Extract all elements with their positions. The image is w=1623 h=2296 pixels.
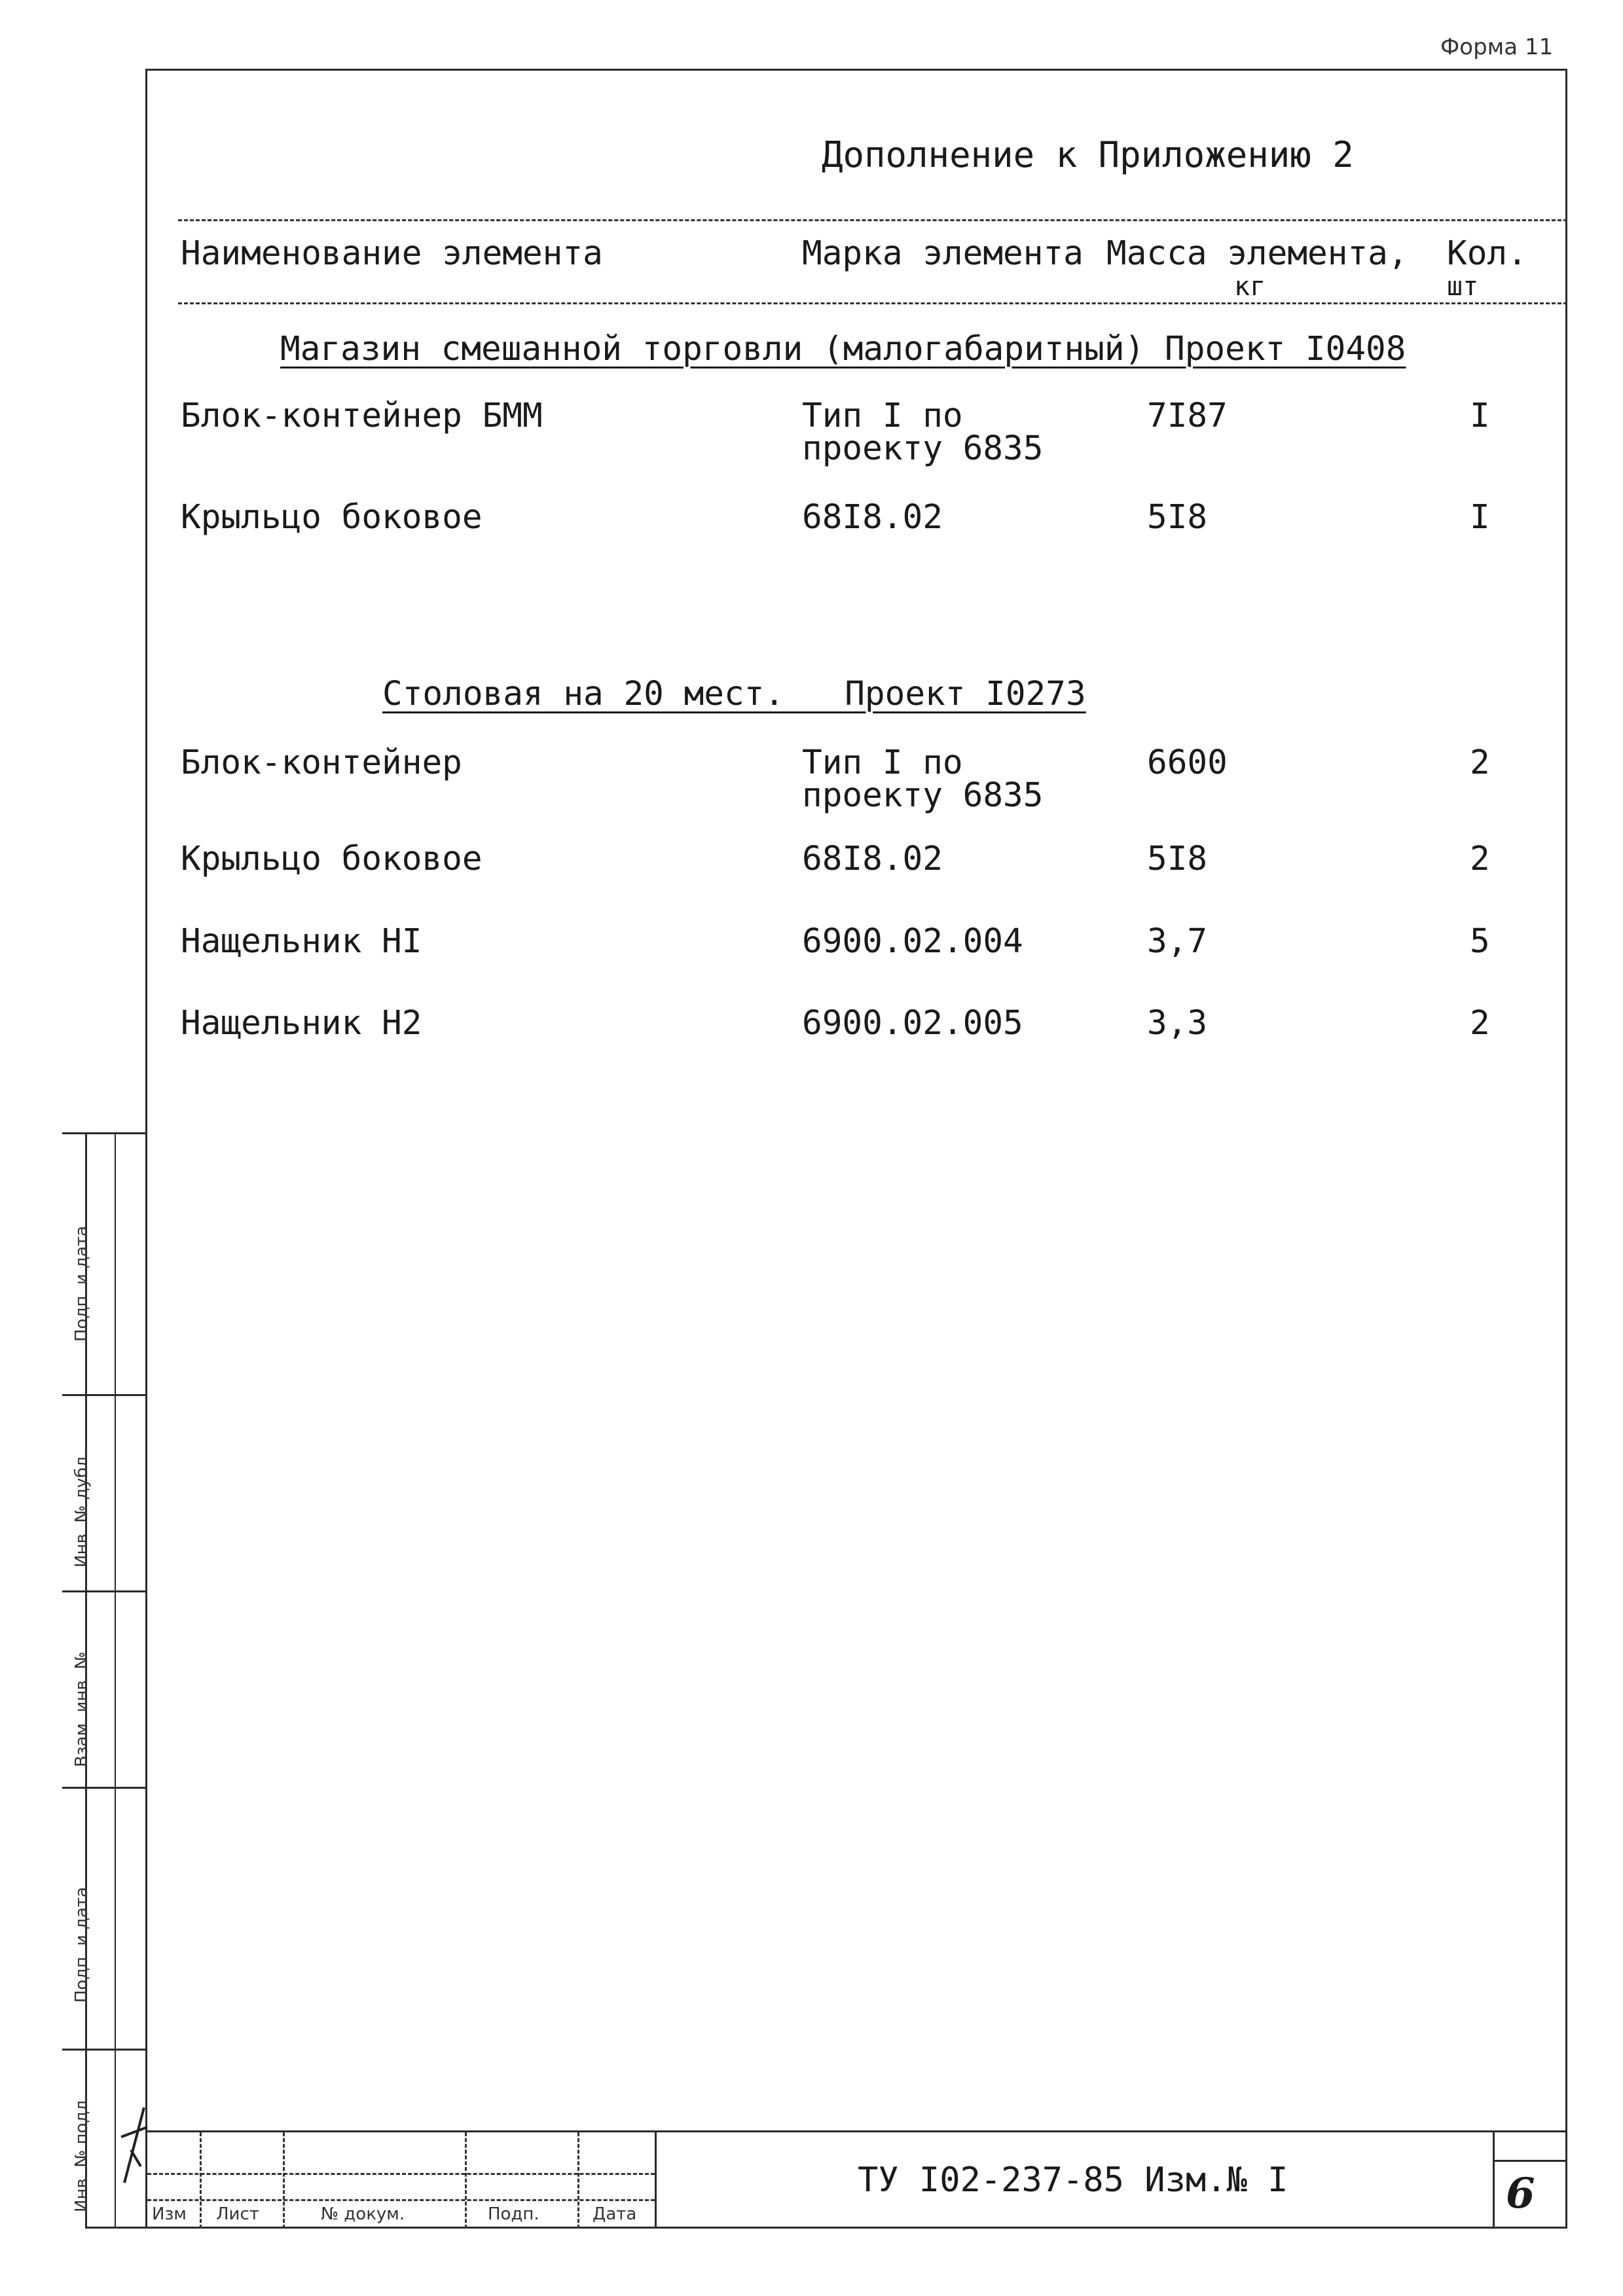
stamp-col	[200, 2132, 202, 2229]
row-qty: 5	[1470, 922, 1490, 961]
row-qty: I	[1470, 498, 1490, 537]
row-mass: 3,7	[1147, 922, 1208, 961]
stamp-row	[147, 2199, 655, 2201]
header-mark: Марка элемента	[802, 234, 1084, 273]
row-qty: 2	[1470, 1004, 1490, 1043]
frame-right	[1565, 69, 1567, 2229]
stamp-col-izm: Изм	[152, 2204, 187, 2224]
row-mark: 68I8.02	[802, 498, 943, 537]
side-strip-rule	[62, 1590, 147, 1592]
row-qty: 2	[1470, 840, 1490, 878]
header-qty-unit: шт	[1447, 272, 1479, 302]
row-mass: 7I87	[1147, 397, 1228, 435]
row-name: Крыльцо боковое	[181, 840, 483, 878]
row-mark: 6900.02.004	[802, 922, 1023, 961]
row-name: Нащельник НI	[181, 922, 422, 961]
row-mass: 5I8	[1147, 840, 1208, 878]
row-name: Нащельник Н2	[181, 1004, 422, 1043]
sheet-number: 6	[1506, 2169, 1535, 2218]
section-title: Магазин смешанной торговли (малогабаритный) Проект I0408	[280, 330, 1406, 368]
section-title: Столовая на 20 мест. Проект I0273	[382, 675, 1086, 713]
row-name: Блок-контейнер	[181, 744, 462, 782]
side-label: Инв. № дубл.	[72, 1451, 92, 1568]
row-mass: 3,3	[1147, 1004, 1208, 1043]
stamp-col-data: Дата	[593, 2204, 637, 2224]
side-strip-divider	[115, 1132, 116, 2229]
side-label: Подп. и дата	[72, 1225, 92, 1342]
header-mass-unit: кг	[1234, 272, 1266, 302]
stamp-col-list: Лист	[216, 2204, 259, 2224]
stamp-col	[577, 2132, 579, 2229]
row-mark-line2: проекту 6835	[802, 776, 1044, 815]
side-label: Взам. инв. №	[72, 1651, 92, 1767]
side-strip-rule	[62, 1132, 147, 1134]
header-qty: Кол.	[1447, 234, 1527, 273]
side-strip-rule	[62, 2049, 147, 2051]
header-name: Наименование элемента	[181, 234, 603, 273]
frame-bottom	[85, 2227, 1567, 2229]
stamp-col	[465, 2132, 467, 2229]
doc-title: Дополнение к Приложению 2	[822, 134, 1354, 175]
stamp-sheet-rule	[1493, 2160, 1567, 2162]
header-top-rule	[178, 219, 1567, 221]
form-label: Форма 11	[1440, 34, 1554, 60]
frame-left	[145, 69, 147, 2229]
stamp-col	[283, 2132, 285, 2229]
row-name: Блок-контейнер БММ	[181, 397, 543, 435]
row-qty: I	[1470, 397, 1490, 435]
frame-top	[145, 69, 1567, 71]
handwritten-mark	[118, 2104, 151, 2189]
stamp-divider	[1493, 2130, 1495, 2229]
stamp-col-ndoc: № докум.	[321, 2204, 405, 2224]
stamp-divider	[655, 2130, 657, 2229]
header-mass: Масса элемента,	[1106, 234, 1408, 273]
row-mass: 6600	[1147, 744, 1228, 782]
row-mark: 6900.02.005	[802, 1004, 1023, 1043]
row-mark: Тип I по	[802, 744, 963, 782]
row-mass: 5I8	[1147, 498, 1208, 537]
row-mark: Тип I по	[802, 397, 963, 435]
stamp-row	[147, 2173, 655, 2175]
side-label: Инв. № подл.	[72, 2094, 92, 2212]
header-bottom-rule	[178, 302, 1567, 304]
row-mark-line2: проекту 6835	[802, 429, 1044, 468]
row-qty: 2	[1470, 744, 1490, 782]
side-strip-rule	[62, 1787, 147, 1789]
stamp-top	[147, 2130, 1567, 2132]
stamp-designation: ТУ I02-237-85 Изм.№ I	[858, 2161, 1288, 2200]
row-mark: 68I8.02	[802, 840, 943, 878]
side-strip-rule	[62, 1394, 147, 1396]
row-name: Крыльцо боковое	[181, 498, 483, 537]
side-label: Подп. и дата	[72, 1886, 92, 2003]
stamp-col-podp: Подп.	[488, 2204, 539, 2224]
